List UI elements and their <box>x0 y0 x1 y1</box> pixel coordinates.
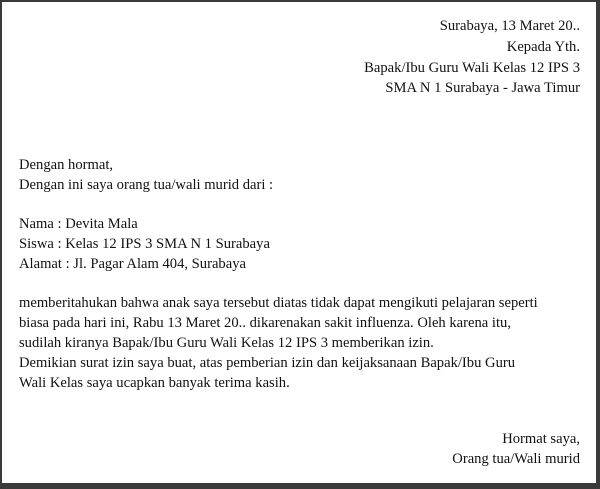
body-line-1: memberitahukan bahwa anak saya tersebut diatas tidak dapat mengikuti pelajaran seperti <box>19 295 538 311</box>
closing-signer: Orang tua/Wali murid <box>452 451 580 467</box>
closing-regards: Hormat saya, <box>502 431 580 447</box>
body-line-2: biasa pada hari ini, Rabu 13 Maret 20.. dikarenakan sakit influenza. Oleh karena itu, <box>19 315 511 331</box>
place-date: Surabaya, 13 Maret 20.. <box>439 18 580 34</box>
body-line-3: sudilah kiranya Bapak/Ibu Guru Wali Kelas 12 IPS 3 memberikan izin. <box>19 335 434 351</box>
to-label: Kepada Yth. <box>506 39 580 55</box>
intro-text: Dengan ini saya orang tua/wali murid dari : <box>19 177 274 193</box>
recipient-line-1: Bapak/Ibu Guru Wali Kelas 12 IPS 3 <box>364 60 580 76</box>
salutation: Dengan hormat, <box>19 157 114 173</box>
body-line-4: Demikian surat izin saya buat, atas pemberian izin dan keijaksanaan Bapak/Ibu Guru <box>19 355 516 371</box>
student-class: Siswa : Kelas 12 IPS 3 SMA N 1 Surabaya <box>19 236 270 252</box>
recipient-line-2: SMA N 1 Surabaya - Jawa Timur <box>385 80 580 96</box>
student-name: Nama : Devita Mala <box>19 216 138 232</box>
student-address: Alamat : Jl. Pagar Alam 404, Surabaya <box>19 256 246 272</box>
body-line-5: Wali Kelas saya ucapkan banyak terima kasih. <box>19 375 290 391</box>
letter-page <box>2 2 596 483</box>
